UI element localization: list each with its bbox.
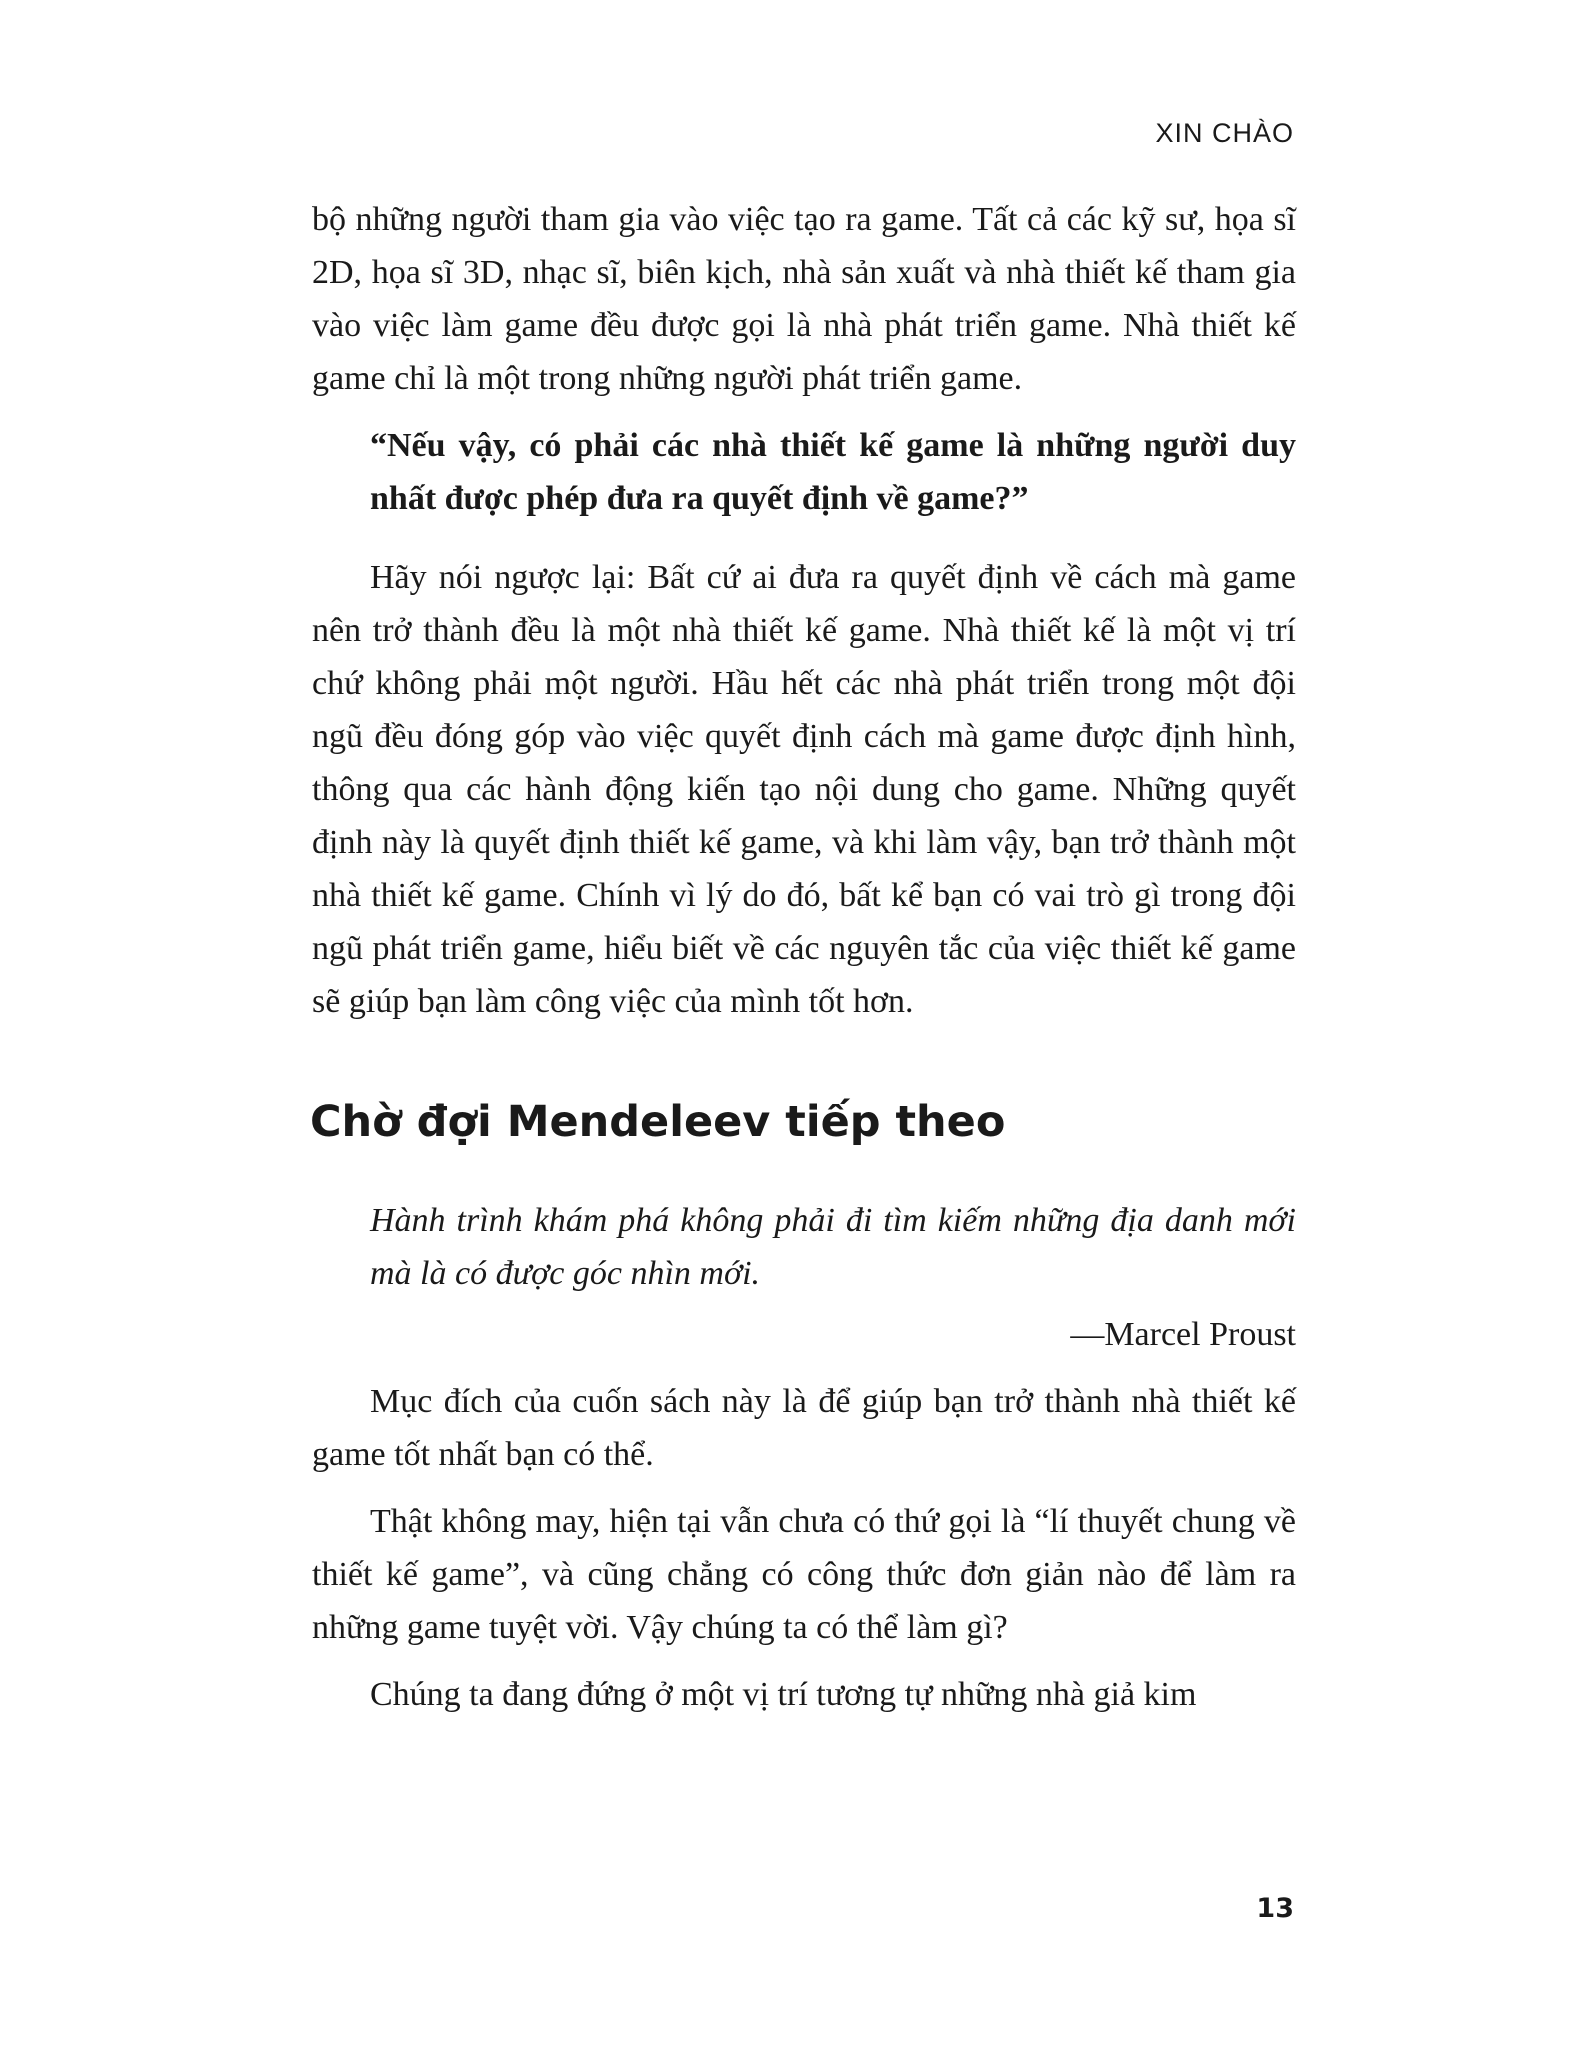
running-header: XIN CHÀO [1155,118,1294,148]
epigraph-quote: Hành trình khám phá không phải đi tìm kiếm những địa danh mới mà là có được góc nhìn mới. [370,1202,1296,1292]
continuation-paragraph: bộ những người tham gia vào việc tạo ra game. Tất cả các kỹ sư, họa sĩ 2D, họa sĩ 3D, nhạc sĩ, biên kịch, nhà sản xuất và nhà thiết kế tham gia vào việc làm game đều được gọi là nhà phát triển game. Nhà thiết kế game chỉ là một trong những người phát triển game. [312,201,1296,397]
answer-paragraph: Hãy nói ngược lại: Bất cứ ai đưa ra quyết định về cách mà game nên trở thành đều là một nhà thiết kế game. Nhà thiết kế là một vị trí chứ không phải một người. Hầu hết các nhà phát triển trong một đội ngũ đều đóng góp vào việc quyết định cách mà game được định hình, thông qua các hành động kiến tạo nội dung cho game. Những quyết định này là quyết định thiết kế game, và khi làm vậy, bạn trở thành một nhà thiết kế game. Chính vì lý do đó, bất kể bạn có vai trò gì trong đội ngũ phát triển game, hiểu biết về các nguyên tắc của việc thiết kế game sẽ giúp bạn làm công việc của mình tốt hơn. [312,559,1296,1020]
page-number: 13 [1256,1893,1294,1924]
section-paragraph-1: Mục đích của cuốn sách này là để giúp bạn trở thành nhà thiết kế game tốt nhất bạn có thể. [312,1383,1296,1473]
section-paragraph-3: Chúng ta đang đứng ở một vị trí tương tự những nhà giả kim [370,1676,1197,1713]
epigraph-attribution: —Marcel Proust [1070,1316,1296,1353]
question-paragraph: “Nếu vậy, có phải các nhà thiết kế game là những người duy nhất được phép đưa ra quyết định về game?” [370,427,1296,517]
section-heading: Chờ đợi Mendeleev tiếp theo [310,1097,1006,1147]
section-paragraph-2: Thật không may, hiện tại vẫn chưa có thứ gọi là “lí thuyết chung về thiết kế game”, và cũng chẳng có công thức đơn giản nào để làm ra những game tuyệt vời. Vậy chúng ta có thể làm gì? [312,1503,1296,1646]
body-text [312,193,1296,1721]
